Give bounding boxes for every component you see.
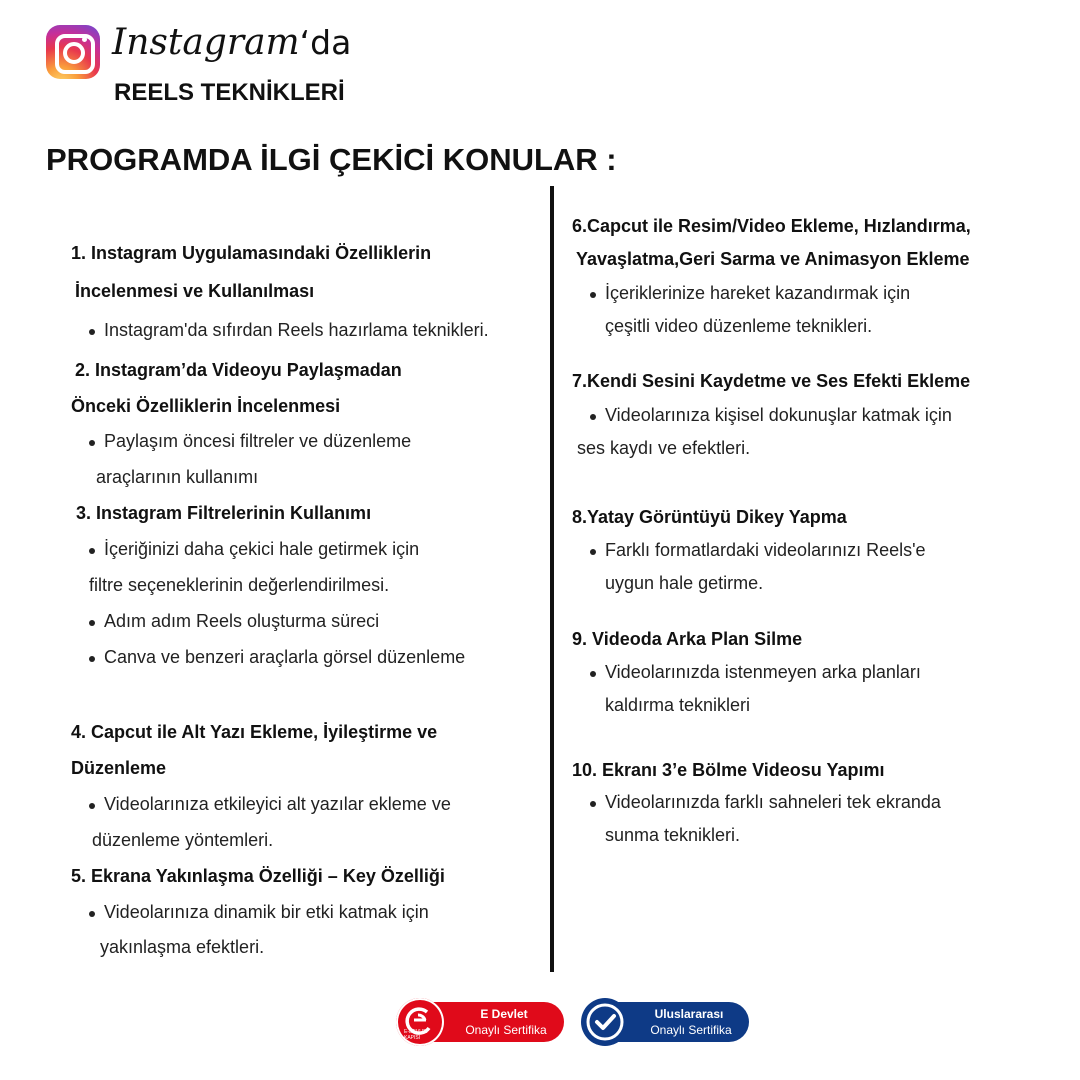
- section-8-title: 8.Yatay Görüntüyü Dikey Yapma: [572, 507, 847, 527]
- international-certificate-badge: [583, 1002, 749, 1042]
- brand-suffix: ‘da: [299, 23, 352, 62]
- section-1-title-line2: İncelenmesi ve Kullanılması: [75, 281, 315, 301]
- column-divider: [550, 186, 554, 972]
- edevlet-certificate-badge: [398, 1002, 564, 1042]
- intl-badge-subtitle: Onaylı Sertifika: [650, 1023, 732, 1037]
- section-7-title: 7.Kendi Sesini Kaydetme ve Ses Efekti Ekleme: [572, 371, 971, 391]
- section-6-bullet-line2: çeşitli video düzenleme teknikleri.: [605, 316, 873, 336]
- section-4-title-line2: Düzenleme: [71, 758, 167, 778]
- page-title: PROGRAMDA İLGİ ÇEKİCİ KONULAR :: [46, 142, 617, 177]
- section-6-title-line1: 6.Capcut ile Resim/Video Ekleme, Hızlandırma,: [572, 216, 971, 236]
- section-4-title-line1: 4. Capcut ile Alt Yazı Ekleme, İyileştirme ve: [71, 722, 438, 742]
- section-1-bullet: Instagram'da sıfırdan Reels hazırlama teknikleri.: [104, 320, 489, 340]
- section-3-bullet2: Adım adım Reels oluşturma süreci: [104, 611, 380, 631]
- section-2-title-line1: 2. Instagram’da Videoyu Paylaşmadan: [75, 360, 402, 380]
- section-2-bullet-line1: Paylaşım öncesi filtreler ve düzenleme: [104, 431, 412, 451]
- section-8-bullet-line1: Farklı formatlardaki videolarınızı Reels'e: [605, 540, 926, 560]
- section-3-bullet1-line2: filtre seçeneklerinin değerlendirilmesi.: [89, 575, 390, 595]
- section-7-bullet-line2: ses kaydı ve efektleri.: [577, 438, 751, 458]
- section-1-title-line1: 1. Instagram Uygulamasındaki Özelliklerin: [71, 243, 432, 263]
- instagram-logo-icon: [46, 25, 100, 79]
- section-10-title: 10. Ekranı 3’e Bölme Videosu Yapımı: [572, 760, 885, 780]
- section-2-title-line2: Önceki Özelliklerin İncelenmesi: [71, 396, 341, 416]
- section-9-bullet-line2: kaldırma teknikleri: [605, 695, 751, 715]
- section-3-bullet3: Canva ve benzeri araçlarla görsel düzenleme: [104, 647, 466, 667]
- section-5-title: 5. Ekrana Yakınlaşma Özelliği – Key Özelliği: [71, 866, 445, 886]
- edevlet-logo-icon: [396, 998, 444, 1046]
- section-10-bullet-line1: Videolarınızda farklı sahneleri tek ekranda: [605, 792, 941, 812]
- intl-badge-title: Uluslararası: [654, 1007, 724, 1021]
- edevlet-badge-title: E Devlet: [480, 1007, 528, 1021]
- section-9-title: 9. Videoda Arka Plan Silme: [572, 629, 803, 649]
- section-7-bullet-line1: Videolarınıza kişisel dokunuşlar katmak için: [605, 405, 952, 425]
- section-3-bullet1-line1: İçeriğinizi daha çekici hale getirmek için: [104, 539, 420, 559]
- brand-title: [112, 22, 351, 63]
- section-6-bullet-line1: İçeriklerinize hareket kazandırmak için: [605, 283, 911, 303]
- page-subtitle: REELS TEKNİKLERİ: [114, 79, 345, 106]
- section-6-title-line2: Yavaşlatma,Geri Sarma ve Animasyon Ekleme: [576, 249, 970, 269]
- checkmark-icon: [581, 998, 629, 1046]
- section-3-title: 3. Instagram Filtrelerinin Kullanımı: [76, 503, 372, 523]
- brand-name: Instagram: [112, 22, 300, 63]
- section-5-bullet-line1: Videolarınıza dinamik bir etki katmak için: [104, 902, 429, 922]
- section-9-bullet-line1: Videolarınızda istenmeyen arka planları: [605, 662, 921, 682]
- section-5-bullet-line2: yakınlaşma efektleri.: [100, 937, 265, 957]
- section-8-bullet-line2: uygun hale getirme.: [605, 573, 764, 593]
- section-4-bullet-line2: düzenleme yöntemleri.: [92, 830, 274, 850]
- section-2-bullet-line2: araçlarının kullanımı: [96, 467, 259, 487]
- edevlet-micro-text: E-DEVLET KAPISI: [404, 1029, 429, 1041]
- section-4-bullet-line1: Videolarınıza etkileyici alt yazılar ekleme ve: [104, 794, 451, 814]
- edevlet-badge-subtitle: Onaylı Sertifika: [465, 1023, 547, 1037]
- section-10-bullet-line2: sunma teknikleri.: [605, 825, 741, 845]
